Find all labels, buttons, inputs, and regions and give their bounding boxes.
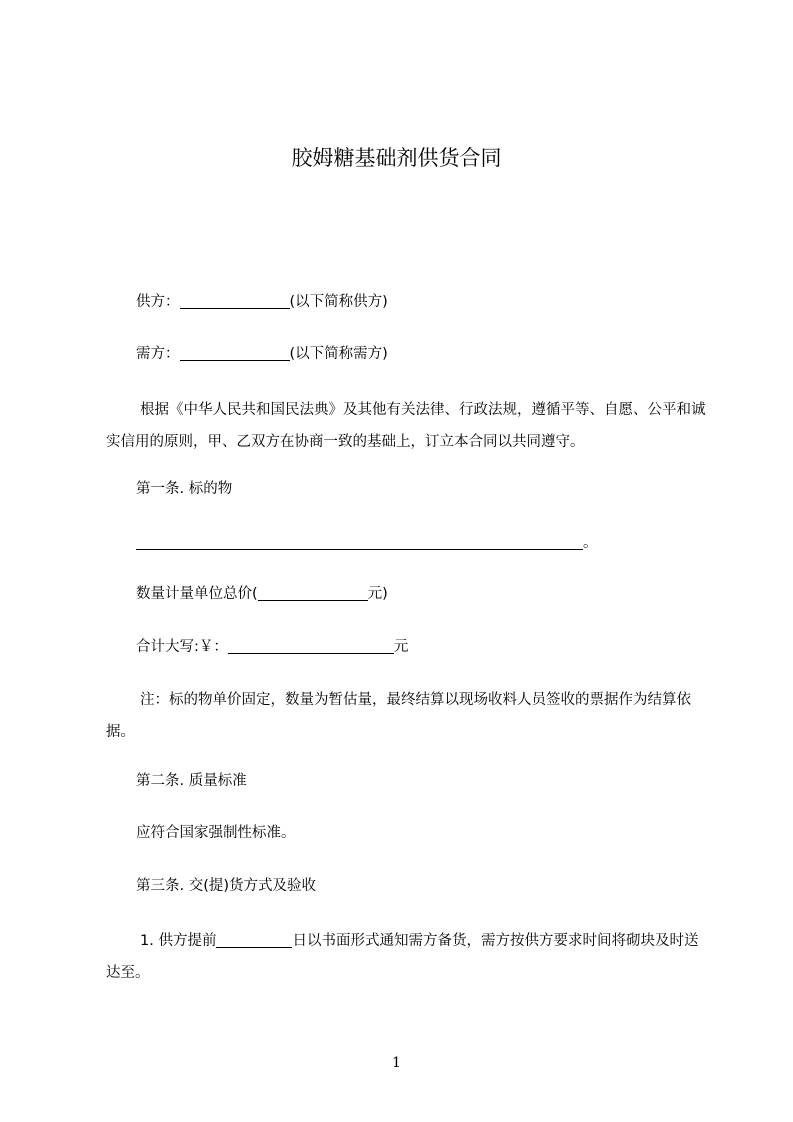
- item1-blank: [216, 931, 292, 948]
- total-line: [136, 636, 408, 658]
- article1-blank-line: [136, 532, 598, 554]
- quantity-blank: [258, 584, 368, 601]
- subject-blank-end: 。: [583, 535, 598, 551]
- total-suffix: 元: [393, 639, 409, 655]
- note-text: 注：标的物单价固定，数量为暂估量，最终结算以现场收料人员签收的票据作为结算依据。: [106, 692, 691, 740]
- intro-paragraph: [106, 394, 706, 458]
- article3-item1: [106, 925, 706, 989]
- item1-text: 日以书面形式通知需方备货，需方按供方要求时间将砌块及时送达至。: [106, 933, 699, 981]
- item1-prefix: 1. 供方提前: [140, 933, 217, 949]
- subject-blank: [136, 533, 583, 550]
- quantity-suffix: 元): [367, 586, 388, 602]
- buyer-blank: [180, 344, 290, 361]
- contract-title: 胶姆糖基础剂供货合同: [291, 146, 502, 170]
- buyer-label: 需方：: [136, 346, 180, 362]
- buyer-suffix: (以下简称需方): [289, 346, 388, 362]
- supplier-line: [136, 291, 388, 313]
- article2-body: 应符合国家强制性标准。: [136, 825, 296, 841]
- supplier-blank: [180, 292, 290, 309]
- buyer-line: [136, 343, 388, 365]
- supplier-label: 供方：: [136, 294, 180, 310]
- total-blank: [228, 637, 394, 654]
- article3-heading: 第三条. 交(提)货方式及验收: [136, 878, 317, 894]
- page-number: 1: [392, 1055, 401, 1071]
- supplier-suffix: (以下简称供方): [289, 294, 388, 310]
- quantity-label: 数量计量单位总价(: [136, 586, 258, 602]
- article1-heading: 第一条. 标的物: [136, 481, 233, 497]
- intro-text: 根据《中华人民共和国民法典》及其他有关法律、行政法规，遵循平等、自愿、公平和诚实信用的原则，甲、乙双方在协商一致的基础上，订立本合同以共同遵守。: [106, 402, 706, 450]
- total-label: 合计大写:￥：: [136, 639, 228, 655]
- quantity-line: [136, 583, 388, 605]
- article2-heading: 第二条. 质量标准: [136, 773, 247, 789]
- note-paragraph: [106, 684, 706, 748]
